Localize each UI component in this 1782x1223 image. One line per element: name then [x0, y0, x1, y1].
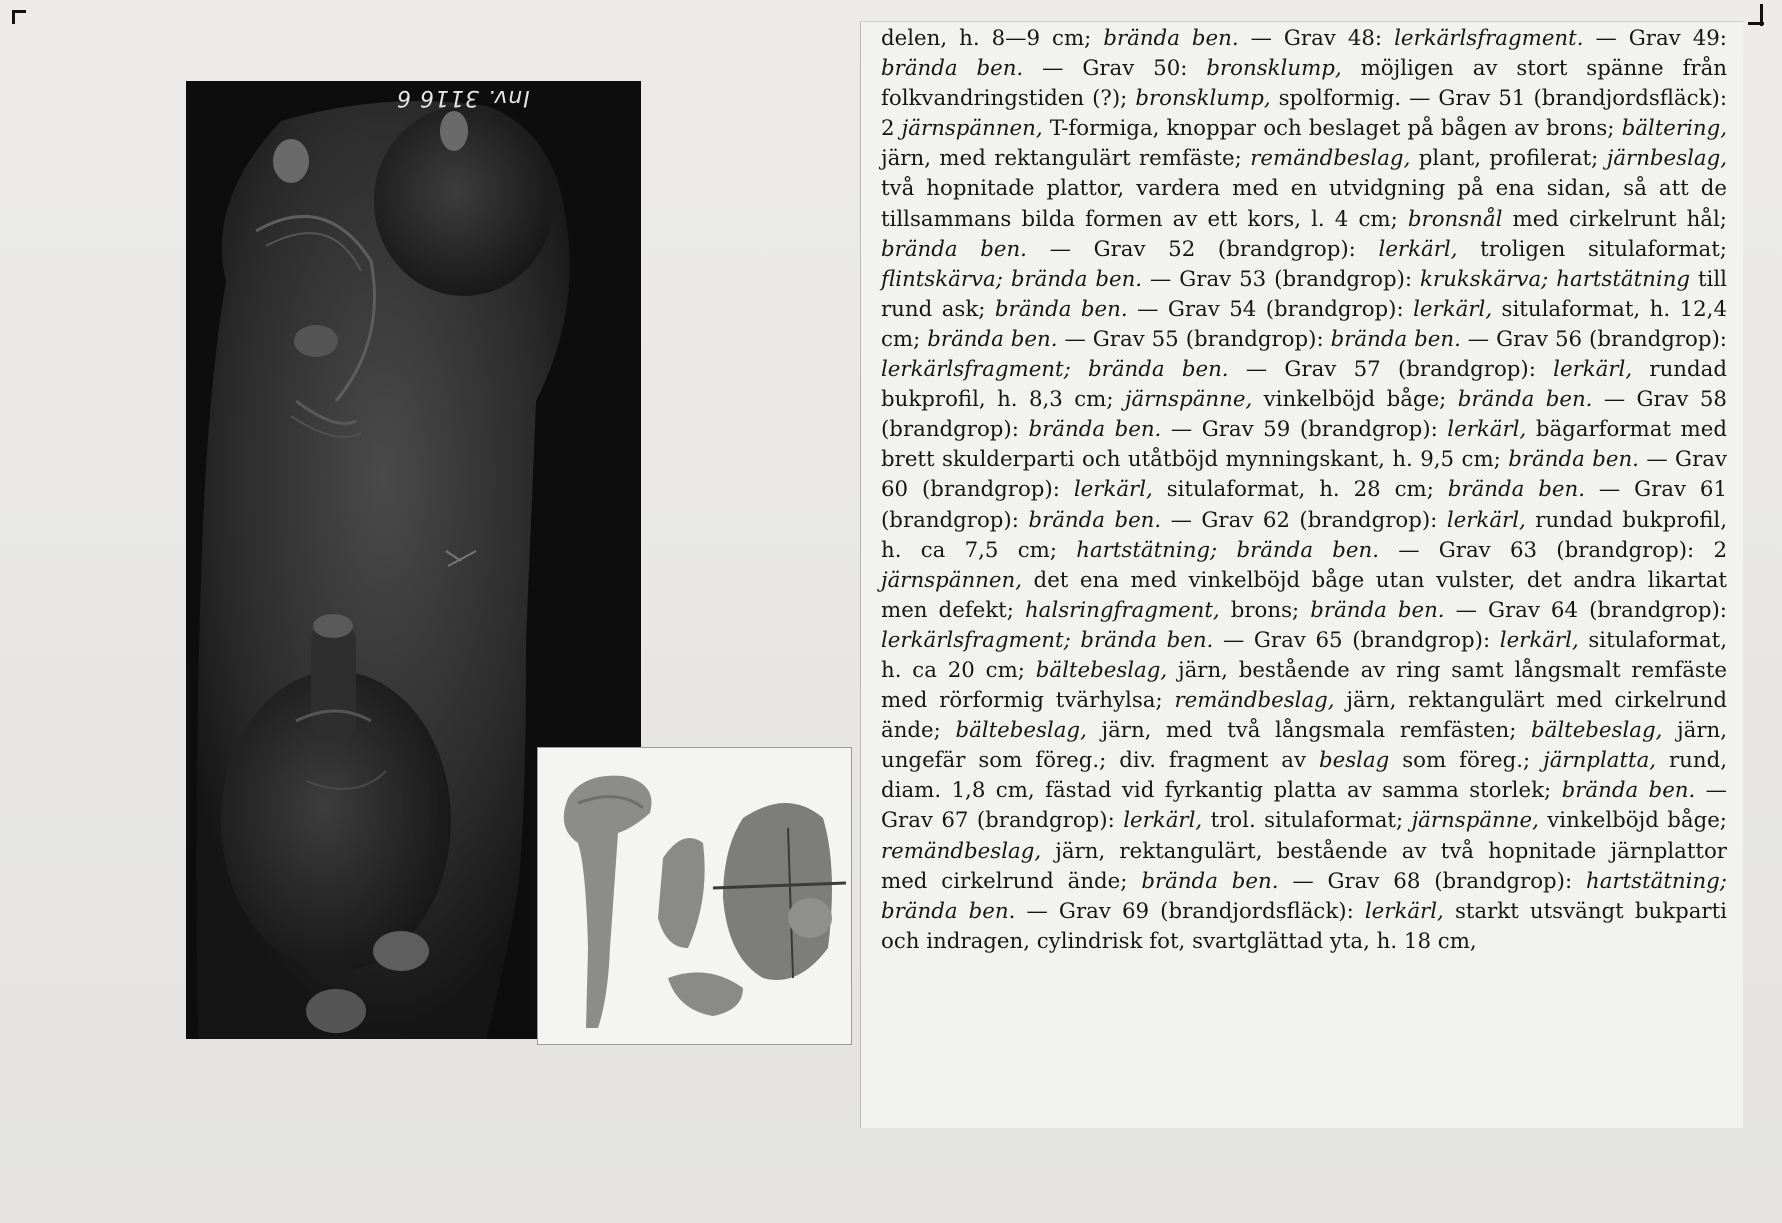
- artifact-term: lerkärl,: [1123, 808, 1203, 834]
- text-segment: — Grav 67 (brandgrop):: [881, 778, 1727, 834]
- artifact-term: brända ben.: [881, 236, 1027, 262]
- text-segment: vinkelböjd båge;: [1538, 808, 1727, 834]
- text-segment: — Grav 53 (brandgrop):: [1142, 266, 1421, 292]
- text-segment: det ena med vinkelböjd båge utan vulster, det andra likartat men defekt;: [881, 567, 1727, 623]
- artifact-term: remändbeslag,: [1250, 146, 1411, 172]
- artifact-term: bronsnål: [1407, 206, 1503, 232]
- text-segment: — Grav 62 (brandgrop):: [1161, 507, 1447, 533]
- text-segment: — Grav 64 (brandgrop):: [1444, 597, 1727, 623]
- artifact-term: brända ben.: [1508, 447, 1639, 473]
- text-segment: — Grav 63 (brandgrop): 2: [1378, 537, 1727, 563]
- text-segment: — Grav 61 (brandgrop):: [881, 477, 1727, 533]
- artifact-term: lerkärl,: [1447, 417, 1527, 443]
- artifact-term: lerkärl,: [1446, 507, 1526, 533]
- text-segment: järn, rektangulärt, bestående av två hopnitade järnplattor med cirkelrund ände;: [881, 838, 1727, 894]
- text-segment: med cirkelrunt hål;: [1502, 206, 1727, 232]
- artifact-term: järnspänne,: [1411, 808, 1539, 834]
- text-segment: situlaformat, h. 12,4 cm;: [881, 296, 1727, 352]
- text-segment: trol. situlaformat;: [1202, 808, 1412, 834]
- artifact-term: brända ben.: [1028, 417, 1162, 443]
- artifact-term: järnspänne,: [1124, 387, 1253, 413]
- artifact-term: brända ben.: [1028, 507, 1162, 533]
- photo-iron-fragments: [537, 747, 852, 1045]
- artifact-term: bältebeslag,: [955, 718, 1087, 744]
- text-segment: — Grav 65 (brandgrop):: [1213, 627, 1500, 653]
- text-segment: brons;: [1219, 597, 1311, 623]
- artifact-term: lerkärlsfragment; brända ben.: [881, 357, 1229, 383]
- artifact-term: remändbeslag,: [1174, 688, 1335, 714]
- text-segment: — Grav 69 (brandjordsfläck):: [1015, 898, 1365, 924]
- text-segment: spolformig. — Grav 51 (brandjordsfläck): 2: [881, 86, 1727, 142]
- artifact-term: bältering,: [1621, 116, 1728, 142]
- text-segment: — Grav 55 (brandgrop):: [1057, 326, 1331, 352]
- artifact-term: hartstätning; brända ben.: [881, 868, 1727, 924]
- artifact-term: remändbeslag,: [881, 838, 1042, 864]
- text-column: [860, 21, 1743, 1128]
- artifact-term: järnspännen,: [881, 567, 1022, 593]
- text-segment: situlaformat, h. ca 20 cm;: [881, 627, 1728, 683]
- handwritten-inventory-note: Inv. 3116 6: [396, 85, 530, 110]
- text-segment: rundad bukprofil, h. ca 7,5 cm;: [881, 507, 1727, 563]
- artifact-term: järnspännen,: [901, 116, 1043, 142]
- artifact-term: lerkärl,: [1413, 296, 1493, 322]
- text-segment: — Grav 52 (brandgrop):: [1026, 236, 1379, 262]
- text-segment: möjligen av stort spänne från folkvandringstiden (?);: [881, 56, 1727, 112]
- artifact-term: hartstätning; brända ben.: [1076, 537, 1379, 563]
- text-segment: rund, diam. 1,8 cm, fästad vid fyrkantig platta av samma storlek;: [881, 748, 1727, 804]
- text-segment: till rund ask;: [881, 266, 1727, 322]
- text-segment: som föreg.;: [1389, 748, 1544, 774]
- artifact-term: brända ben.: [994, 296, 1128, 322]
- text-segment: järn, bestående av ring samt långsmalt remfäste med rörformig tvärhylsa;: [881, 657, 1727, 714]
- artifact-term: brända ben.: [1457, 387, 1593, 413]
- text-segment: — Grav 60 (brandgrop):: [881, 447, 1727, 503]
- text-segment: bägarformat med brett skulderparti och utåtböjd mynningskant, h. 9,5 cm;: [881, 417, 1727, 473]
- text-segment: — Grav 58 (brandgrop):: [881, 387, 1727, 443]
- artifact-term: lerkärlsfragment.: [1394, 26, 1584, 51]
- text-segment: — Grav 48:: [1238, 26, 1395, 51]
- text-segment: — Grav 57 (brandgrop):: [1228, 357, 1554, 383]
- text-segment: starkt utsvängt bukparti och indragen, cylindrisk fot, svartglättad yta, h. 18 cm,: [881, 898, 1727, 954]
- text-segment: järn, med två långsmala remfästen;: [1086, 718, 1531, 744]
- artifact-term: lerkärl,: [1364, 898, 1444, 924]
- text-segment: plant, profilerat;: [1410, 146, 1607, 172]
- text-segment: järn, ungefär som föreg.; div. fragment av: [881, 718, 1727, 774]
- text-segment: vinkelböjd båge;: [1252, 387, 1458, 413]
- artifact-term: lerkärl,: [1073, 477, 1153, 503]
- text-segment: troligen situlaformat;: [1457, 236, 1727, 262]
- artifact-term: järnplatta,: [1543, 748, 1657, 774]
- text-segment: — Grav 68 (brandgrop):: [1278, 868, 1587, 894]
- artifact-term: brända ben.: [881, 56, 1024, 82]
- registration-mark: [12, 10, 26, 13]
- artifact-term: bältebeslag,: [1531, 718, 1663, 744]
- artifact-term: brända ben.: [1310, 597, 1445, 623]
- artifact-term: brända ben.: [1141, 868, 1279, 894]
- artifact-term: bronsklump,: [1135, 86, 1271, 112]
- artifact-term: bältebeslag,: [1035, 657, 1168, 683]
- text-segment: järn, med rektangulärt remfäste;: [881, 146, 1251, 172]
- grave-inventory-text: [881, 24, 1727, 957]
- artifact-term: lerkärl,: [1378, 236, 1458, 262]
- artifact-term: lerkärl,: [1499, 627, 1579, 653]
- artifact-term: beslag: [1318, 748, 1390, 774]
- text-segment: delen, h. 8—9 cm;: [881, 26, 1104, 51]
- artifact-term: brända ben.: [1330, 326, 1461, 352]
- artifact-term: brända ben.: [1103, 26, 1239, 51]
- artifact-term: järnbeslag,: [1606, 146, 1727, 172]
- text-segment: situlaformat, h. 28 cm;: [1152, 477, 1448, 503]
- iron-fragments-illustration: [538, 748, 851, 1044]
- artifact-term: brända ben.: [1447, 477, 1585, 503]
- artifact-term: bronsklump,: [1206, 56, 1342, 82]
- text-segment: — Grav 50:: [1023, 56, 1207, 82]
- artifact-term: halsringfragment,: [1024, 597, 1220, 623]
- body-paragraph: [881, 24, 1727, 957]
- text-segment: rundad bukprofil, h. 8,3 cm;: [881, 357, 1727, 413]
- text-segment: — Grav 56 (brandgrop):: [1460, 326, 1727, 352]
- text-segment: två hopnitade plattor, vardera med en utvidgning på ena sidan, så att de tillsammans bilda formen av ett kors, l. 4 cm;: [881, 176, 1727, 232]
- registration-mark: [1748, 22, 1764, 25]
- artifact-term: flintskärva; brända ben.: [881, 266, 1143, 292]
- text-segment: — Grav 49:: [1583, 26, 1727, 51]
- artifact-term: brända ben.: [927, 326, 1058, 352]
- artifact-term: lerkärl,: [1553, 357, 1633, 383]
- artifact-term: lerkärlsfragment; brända ben.: [881, 627, 1214, 653]
- text-segment: T-formiga, knoppar och beslaget på bågen av brons;: [1042, 116, 1622, 142]
- text-segment: — Grav 54 (brandgrop):: [1127, 296, 1414, 322]
- artifact-term: brända ben.: [1561, 778, 1696, 804]
- text-segment: — Grav 59 (brandgrop):: [1161, 417, 1448, 443]
- artifact-term: krukskärva; hartstätning: [1420, 266, 1691, 292]
- text-segment: järn, rektangulärt med cirkelrund ände;: [881, 688, 1728, 744]
